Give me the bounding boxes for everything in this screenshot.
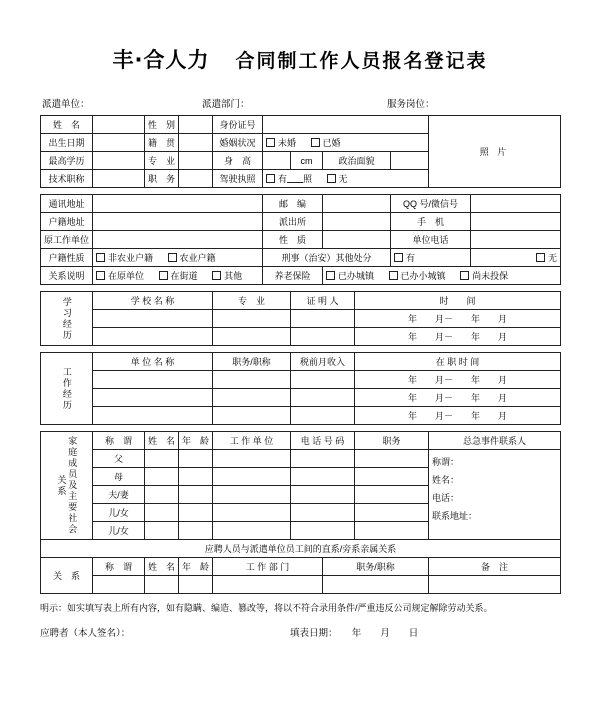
dispatch-dept-label: 派遣部门： xyxy=(202,99,250,110)
field-study-time[interactable]: 年 月－ 年 月 xyxy=(355,310,561,328)
label-qq-wechat: QQ 号/微信号 xyxy=(391,195,471,213)
signature-label[interactable]: 应聘者（本人签名）： xyxy=(40,627,131,639)
label-criminal: 刑事（治安）其他处分 xyxy=(263,249,391,267)
field-family-unit[interactable] xyxy=(213,450,291,468)
field-family-phone[interactable] xyxy=(291,522,355,540)
field-school-name[interactable] xyxy=(93,328,213,346)
spacer-row xyxy=(41,425,561,432)
field-unit-name[interactable] xyxy=(93,371,213,389)
non-agricultural-label: 非农业户籍 xyxy=(108,253,154,263)
field-family-unit[interactable] xyxy=(213,522,291,540)
field-study-time[interactable]: 年 月－ 年 月 xyxy=(355,328,561,346)
in-street-label: 在街道 xyxy=(170,271,198,281)
col-duty: 职务 xyxy=(355,432,429,450)
field-family-age[interactable] xyxy=(179,504,213,522)
checkbox-city-insured[interactable] xyxy=(326,269,374,282)
family-role: 父 xyxy=(93,450,145,468)
emergency-contact-block[interactable] xyxy=(429,450,561,540)
checkbox-icon[interactable] xyxy=(266,174,275,183)
label-unit-phone: 单位电话 xyxy=(391,231,471,249)
label-relation-note: 关系说明 xyxy=(41,267,93,285)
license-type-suffix: 照 xyxy=(303,174,313,184)
field-family-unit[interactable] xyxy=(213,468,291,486)
title-row xyxy=(40,0,560,74)
label-work-exp xyxy=(41,353,93,425)
col-job-title: 职务/职称 xyxy=(213,353,291,371)
table-row xyxy=(41,116,561,134)
field-major[interactable] xyxy=(213,328,291,346)
field-family-age[interactable] xyxy=(179,468,213,486)
disclaimer-note: 明示：如实填写表上所有内容，如有隐瞒、编造、篡改等，将以不符合录用条件/严重违反公司规定解除劳动关系。 xyxy=(40,603,493,613)
table-row xyxy=(41,432,561,450)
field-tech-title[interactable] xyxy=(93,170,145,188)
checkbox-icon[interactable] xyxy=(212,271,221,280)
field-rel-job-title[interactable] xyxy=(323,576,429,594)
field-criminal-yes[interactable] xyxy=(391,249,471,267)
field-height[interactable] xyxy=(263,152,291,170)
label-family xyxy=(41,432,93,540)
field-pretax-income[interactable] xyxy=(291,389,355,407)
field-job-title[interactable] xyxy=(213,389,291,407)
table-row xyxy=(41,540,561,558)
label-education: 最高学历 xyxy=(41,152,93,170)
checkbox-icon[interactable] xyxy=(460,271,469,280)
checkbox-icon[interactable] xyxy=(326,271,335,280)
label-tech-title: 技术职称 xyxy=(41,170,93,188)
page-title: 合同制工作人员报名登记表 xyxy=(235,50,488,72)
col-age: 年 龄 xyxy=(179,432,213,450)
col-major: 专 业 xyxy=(213,292,291,310)
label-household-type: 户籍性质 xyxy=(41,249,93,267)
col-phone-number: 电 话 号 码 xyxy=(291,432,355,450)
company-logo: 丰·合人力 xyxy=(112,48,210,72)
checkbox-criminal-no[interactable] xyxy=(536,251,557,264)
field-mobile[interactable] xyxy=(471,213,561,231)
field-family-duty[interactable] xyxy=(355,504,429,522)
field-family-age[interactable] xyxy=(179,486,213,504)
col-pretax-income: 税前月收入 xyxy=(291,353,355,371)
checkbox-non-agricultural[interactable] xyxy=(96,251,153,264)
table-row xyxy=(41,450,561,468)
field-household-type[interactable] xyxy=(93,249,263,267)
dispatch-header xyxy=(40,96,560,110)
field-unit-phone[interactable] xyxy=(471,231,561,249)
table-row xyxy=(41,371,561,389)
label-political: 政治面貌 xyxy=(323,152,391,170)
col-emergency-contact: 总急事件联系人 xyxy=(429,432,561,450)
field-gender[interactable] xyxy=(179,116,213,134)
table-row xyxy=(41,249,561,267)
spacer xyxy=(41,285,561,292)
other-label: 其他 xyxy=(224,271,243,281)
field-education[interactable] xyxy=(93,152,145,170)
checkbox-not-insured[interactable] xyxy=(460,269,508,282)
label-gender: 性 别 xyxy=(145,116,179,134)
field-job-title[interactable] xyxy=(213,407,291,425)
not-insured-label: 尚未投保 xyxy=(472,271,509,281)
checkbox-icon[interactable] xyxy=(536,253,545,262)
table-row xyxy=(41,213,561,231)
checkbox-criminal-yes[interactable] xyxy=(394,251,415,264)
registration-table xyxy=(40,115,561,594)
field-unit-name[interactable] xyxy=(93,389,213,407)
label-former-unit: 原工作单位 xyxy=(41,231,93,249)
field-family-duty[interactable] xyxy=(355,486,429,504)
checkbox-married[interactable] xyxy=(311,136,341,149)
field-rel-dept[interactable] xyxy=(213,576,323,594)
checkbox-icon[interactable] xyxy=(327,174,336,183)
field-family-duty[interactable] xyxy=(355,450,429,468)
checkbox-other[interactable] xyxy=(212,269,242,282)
field-unit-name[interactable] xyxy=(93,407,213,425)
town-insured-label: 已办小城镇 xyxy=(400,271,446,281)
field-family-phone[interactable] xyxy=(291,450,355,468)
col-work-unit: 工 作 单 位 xyxy=(213,432,291,450)
col-remark: 备 注 xyxy=(429,558,561,576)
table-row xyxy=(41,407,561,425)
field-major[interactable] xyxy=(179,152,213,170)
field-family-age[interactable] xyxy=(179,522,213,540)
field-family-name[interactable] xyxy=(145,486,179,504)
criminal-no-label: 无 xyxy=(548,253,558,263)
label-relation: 关 系 xyxy=(41,558,93,594)
relative-banner: 应聘人员与派遣单位员工间的直系/旁系亲属关系 xyxy=(41,540,561,558)
field-pretax-income[interactable] xyxy=(291,371,355,389)
field-family-name[interactable] xyxy=(145,450,179,468)
field-position[interactable] xyxy=(179,170,213,188)
field-criminal-no[interactable] xyxy=(471,249,561,267)
checkbox-icon[interactable] xyxy=(96,271,105,280)
in-original-unit-label: 在原单位 xyxy=(108,271,145,281)
field-certifier[interactable] xyxy=(291,328,355,346)
license-type-blank[interactable] xyxy=(287,174,303,183)
checkbox-icon[interactable] xyxy=(159,271,168,280)
table-row xyxy=(41,292,561,310)
checkbox-icon[interactable] xyxy=(96,253,105,262)
field-political[interactable] xyxy=(391,152,429,170)
photo-box: 照 片 xyxy=(429,116,561,188)
field-nature[interactable] xyxy=(323,231,391,249)
field-major[interactable] xyxy=(213,310,291,328)
ec-name-label: 姓名： xyxy=(432,475,460,485)
spacer xyxy=(41,425,561,432)
spacer-row xyxy=(41,285,561,292)
field-family-phone[interactable] xyxy=(291,468,355,486)
field-rel-remark[interactable] xyxy=(429,576,561,594)
field-former-unit[interactable] xyxy=(93,231,263,249)
field-family-phone[interactable] xyxy=(291,486,355,504)
field-post-time[interactable]: 年 月－ 年 月 xyxy=(355,407,561,425)
family-text: 家庭成员及主要社会关系 xyxy=(56,436,78,535)
checkbox-icon[interactable] xyxy=(394,253,403,262)
table-row xyxy=(41,558,561,576)
table-row xyxy=(41,195,561,213)
family-role: 儿/女 xyxy=(93,504,145,522)
field-pretax-income[interactable] xyxy=(291,407,355,425)
label-postcode: 邮 编 xyxy=(263,195,323,213)
ec-appellation-label: 称谓： xyxy=(432,457,460,467)
label-household-address: 户籍地址 xyxy=(41,213,93,231)
field-family-name[interactable] xyxy=(145,522,179,540)
family-role: 夫/妻 xyxy=(93,486,145,504)
label-name: 姓 名 xyxy=(41,116,93,134)
col-in-post-time: 在 职 时 间 xyxy=(355,353,561,371)
field-family-unit[interactable] xyxy=(213,504,291,522)
checkbox-agricultural[interactable] xyxy=(168,251,216,264)
field-family-phone[interactable] xyxy=(291,504,355,522)
label-marital-status: 婚姻状况 xyxy=(213,134,263,152)
label-pension: 养老保险 xyxy=(263,267,323,285)
checkbox-in-street[interactable] xyxy=(159,269,198,282)
fill-date-label[interactable]: 填表日期： 年 月 日 xyxy=(290,627,419,639)
checkbox-icon[interactable] xyxy=(266,138,275,147)
field-rel-age[interactable] xyxy=(179,576,213,594)
study-exp-text: 学习经历 xyxy=(61,296,72,341)
label-birth-date: 出生日期 xyxy=(41,134,93,152)
city-insured-label: 已办城镇 xyxy=(338,271,375,281)
col-job-title2: 职务/职称 xyxy=(323,558,429,576)
col-certifier: 证 明 人 xyxy=(291,292,355,310)
work-exp-text: 工作经历 xyxy=(61,366,72,411)
label-study-exp xyxy=(41,292,93,346)
ec-phone-label: 电话： xyxy=(432,493,460,503)
table-row xyxy=(41,231,561,249)
criminal-yes-label: 有 xyxy=(406,253,416,263)
field-id-number[interactable] xyxy=(263,116,429,134)
col-appellation: 称 谓 xyxy=(93,432,145,450)
field-police-station[interactable] xyxy=(323,213,391,231)
checkbox-in-original-unit[interactable] xyxy=(96,269,144,282)
table-row xyxy=(41,328,561,346)
checkbox-town-insured[interactable] xyxy=(389,269,446,282)
checkbox-unmarried-label: 未婚 xyxy=(278,138,297,148)
field-relation-note[interactable] xyxy=(93,267,263,285)
label-major: 专 业 xyxy=(145,152,179,170)
checkbox-icon[interactable] xyxy=(168,253,177,262)
checkbox-icon[interactable] xyxy=(311,138,320,147)
checkbox-license-yes[interactable] xyxy=(266,172,312,185)
field-marital-status[interactable] xyxy=(263,134,429,152)
label-height: 身 高 xyxy=(213,152,263,170)
footer-row xyxy=(40,625,560,639)
license-yes-label: 有 xyxy=(278,174,288,184)
col-time: 时 间 xyxy=(355,292,561,310)
spacer xyxy=(41,346,561,353)
label-id-number: 身份证号 xyxy=(213,116,263,134)
field-family-unit[interactable] xyxy=(213,486,291,504)
checkbox-license-no[interactable] xyxy=(327,172,348,185)
label-driver-license: 驾驶执照 xyxy=(213,170,263,188)
field-native-place[interactable] xyxy=(179,134,213,152)
spacer xyxy=(41,188,561,195)
checkbox-married-label: 已婚 xyxy=(322,138,341,148)
field-post-time[interactable]: 年 月－ 年 月 xyxy=(355,371,561,389)
spacer-row xyxy=(41,188,561,195)
col-age: 年 龄 xyxy=(179,558,213,576)
field-qq-wechat[interactable] xyxy=(471,195,561,213)
checkbox-unmarried[interactable] xyxy=(266,136,296,149)
family-role: 儿/女 xyxy=(93,522,145,540)
col-dept: 工 作 部 门 xyxy=(213,558,323,576)
spacer-row xyxy=(41,346,561,353)
field-family-name[interactable] xyxy=(145,504,179,522)
label-mobile: 手 机 xyxy=(391,213,471,231)
field-rel-name[interactable] xyxy=(145,576,179,594)
field-school-name[interactable] xyxy=(93,310,213,328)
field-household-address[interactable] xyxy=(93,213,263,231)
col-name: 姓 名 xyxy=(145,432,179,450)
col-appellation: 称 谓 xyxy=(93,558,145,576)
col-unit-name: 单 位 名 称 xyxy=(93,353,213,371)
unit-cm: cm xyxy=(291,152,323,170)
field-rel-appellation[interactable] xyxy=(93,576,145,594)
agricultural-label: 农业户籍 xyxy=(179,253,216,263)
field-family-age[interactable] xyxy=(179,450,213,468)
field-post-time[interactable]: 年 月－ 年 月 xyxy=(355,389,561,407)
label-native-place: 籍 贯 xyxy=(145,134,179,152)
field-certifier[interactable] xyxy=(291,310,355,328)
table-row xyxy=(41,310,561,328)
field-mail-address[interactable] xyxy=(93,195,263,213)
field-pension[interactable] xyxy=(323,267,561,285)
label-position: 职 务 xyxy=(145,170,179,188)
table-row xyxy=(41,353,561,371)
family-role: 母 xyxy=(93,468,145,486)
ec-address-label: 联系地址： xyxy=(432,511,478,521)
checkbox-icon[interactable] xyxy=(389,271,398,280)
field-family-name[interactable] xyxy=(145,468,179,486)
field-name[interactable] xyxy=(93,116,145,134)
label-mail-address: 通讯地址 xyxy=(41,195,93,213)
dispatch-unit-label: 派遣单位： xyxy=(42,99,90,110)
field-driver-license[interactable] xyxy=(263,170,429,188)
field-family-duty[interactable] xyxy=(355,468,429,486)
field-postcode[interactable] xyxy=(323,195,391,213)
table-row xyxy=(41,389,561,407)
service-post-label: 服务岗位： xyxy=(387,99,435,110)
field-birth-date[interactable] xyxy=(93,134,145,152)
field-job-title[interactable] xyxy=(213,371,291,389)
col-school-name: 学 校 名 称 xyxy=(93,292,213,310)
license-no-label: 无 xyxy=(338,174,348,184)
col-name: 姓 名 xyxy=(145,558,179,576)
table-row xyxy=(41,576,561,594)
field-family-duty[interactable] xyxy=(355,522,429,540)
label-police-station: 派出所 xyxy=(263,213,323,231)
label-nature: 性 质 xyxy=(263,231,323,249)
table-row xyxy=(41,267,561,285)
